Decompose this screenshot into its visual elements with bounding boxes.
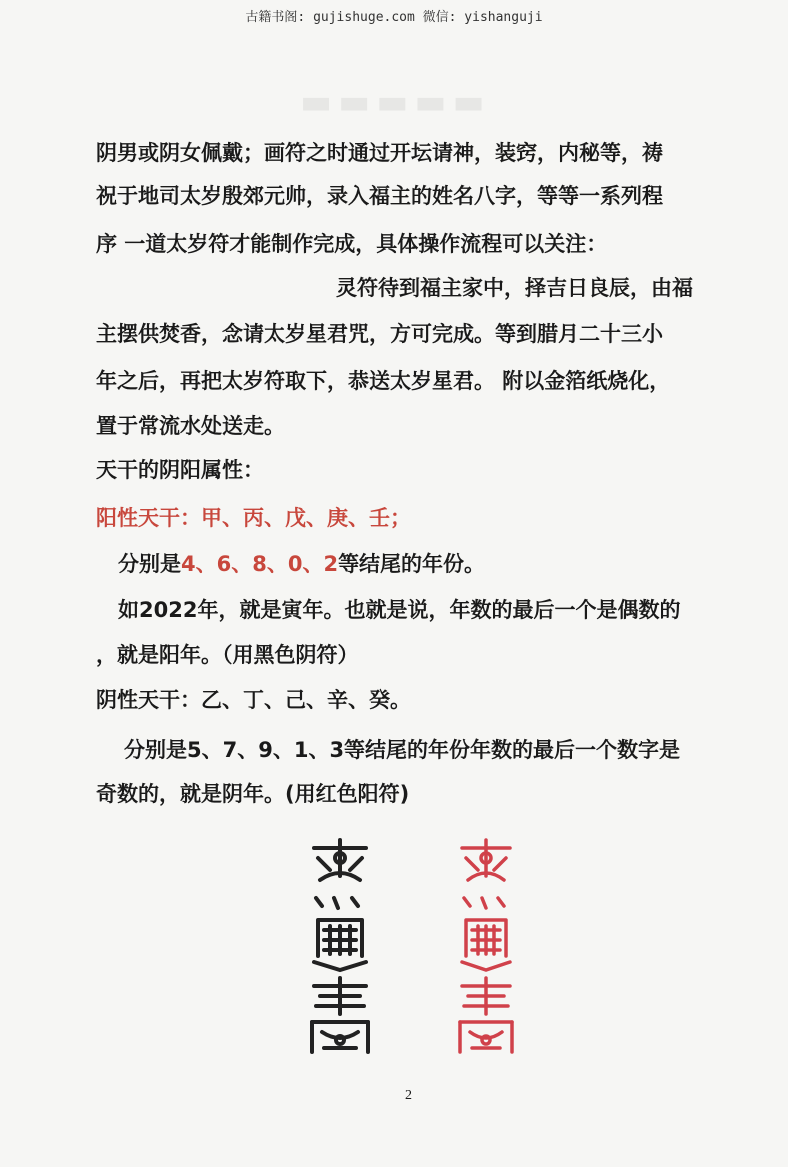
yang-years-prefix: 分别是 [118, 552, 181, 576]
yang-example: 如2022年，就是寅年。也就是说，年数的最后一个是偶数的 [118, 598, 681, 622]
body-line-4: 灵符待到福主家中，择吉日良辰，由福 [336, 276, 693, 300]
bleed-through-title: ▬▬▬▬▬ [300, 82, 491, 122]
yin-heading: 阴性天干：乙、丁、己、辛、癸。 [96, 688, 411, 712]
body-line-3: 序 一道太岁符才能制作完成，具体操作流程可以关注： [96, 232, 608, 256]
body-line-6: 年之后，再把太岁符取下，恭送太岁星君。 附以金箔纸烧化， [96, 369, 671, 393]
yang-example-cont: ，就是阳年。（用黑色阴符） [96, 643, 359, 667]
yin-text-cont: 奇数的，就是阴年。(用红色阳符) [96, 782, 410, 806]
page-number: 2 [405, 1088, 412, 1103]
yin-text: 分别是5、7、9、1、3等结尾的年份年数的最后一个数字是 [124, 738, 681, 762]
yang-years-suffix: 等结尾的年份。 [338, 552, 486, 576]
body-line-5: 主摆供焚香，念请太岁星君咒，方可完成。等到腊月二十三小 [96, 322, 663, 346]
yang-years-digits: 4、6、8、0、2 [181, 552, 339, 576]
yang-heading: 阳性天干：甲、丙、戊、庚、壬； [96, 506, 411, 530]
body-line-1: 阴男或阴女佩戴；画符之时通过开坛请神，装窍，内秘等，祷 [96, 141, 663, 165]
yang-years-line [118, 554, 485, 575]
page-header: 古籍书阁: gujishuge.com 微信: yishanguji [245, 10, 543, 25]
body-line-2: 祝于地司太岁殷郊元帅，录入福主的姓名八字，等等一系列程 [96, 184, 663, 208]
black-yin-talisman [300, 836, 380, 1060]
red-yang-talisman [450, 836, 522, 1060]
body-line-7: 置于常流水处送走。 [96, 414, 285, 438]
body-line-8: 天干的阴阳属性： [96, 458, 264, 482]
